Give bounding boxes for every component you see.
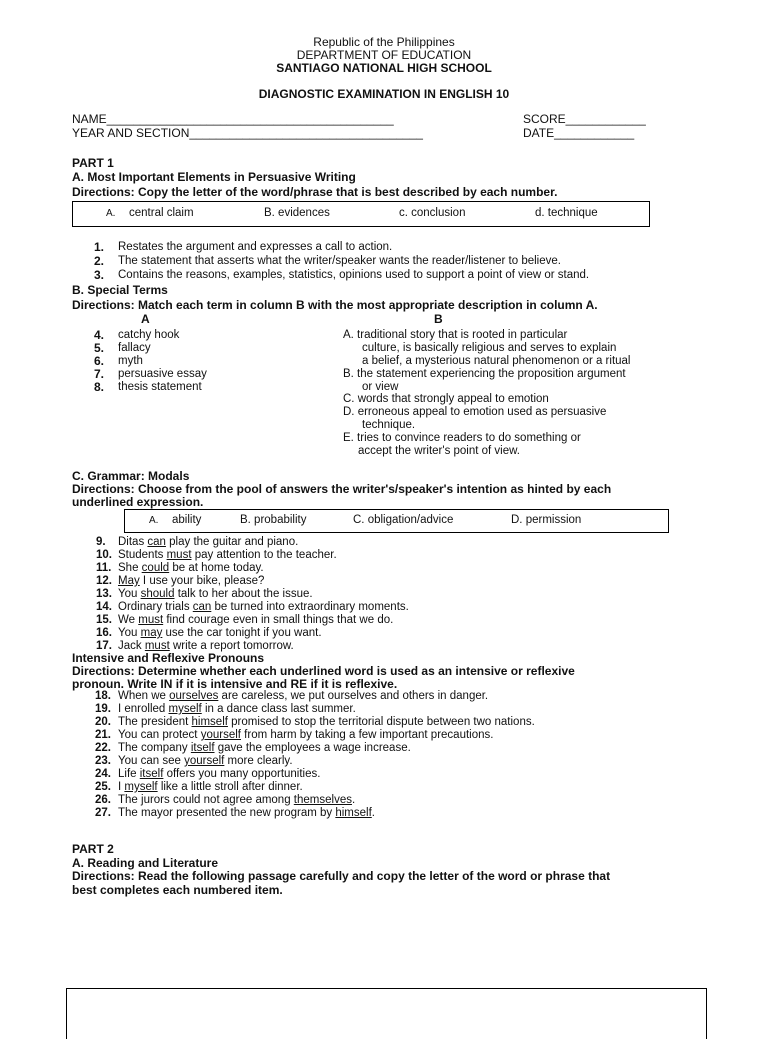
item-text: Jack: [118, 640, 145, 652]
item-text: pay attention to the teacher.: [191, 549, 337, 561]
choice-c: c. conclusion: [399, 207, 466, 219]
school-name: SANTIAGO NATIONAL HIGH SCHOOL: [276, 61, 492, 75]
item-text: Contains the reasons, examples, statistics, opinions used to support a point of view or stand.: [118, 269, 590, 281]
item-text: She: [118, 562, 142, 574]
term-text: thesis statement: [118, 381, 202, 393]
item-number: 13.: [96, 588, 112, 600]
underlined-word: yourself: [200, 729, 241, 741]
underlined-word: myself: [124, 781, 158, 793]
item-number: 23.: [95, 755, 111, 767]
description-line: D. erroneous appeal to emotion used as persuasive: [343, 406, 607, 418]
description-line: or view: [362, 381, 399, 393]
modal-item: [96, 588, 313, 601]
part1-secC-title: C. Grammar: Modals: [72, 469, 190, 483]
choice-a-letter: A.: [106, 208, 116, 219]
item-text: .: [351, 794, 356, 806]
item-text: from harm by taking a few important precautions.: [240, 729, 494, 741]
item-number: 8.: [94, 380, 105, 394]
description-line: accept the writer's point of view.: [358, 445, 520, 457]
item-text: Ditas: [118, 536, 148, 548]
date-field[interactable]: DATE____________: [523, 126, 635, 140]
choice-a-letter: A.: [149, 515, 159, 526]
underlined-word: itself: [190, 742, 215, 754]
item-text: gave the employees a wage increase.: [214, 742, 411, 754]
item-text: When we: [118, 690, 170, 702]
choice-b: B. evidences: [264, 207, 330, 219]
secC-choices-box: [124, 509, 669, 533]
description-line: E. tries to convince readers to do something or: [343, 432, 581, 444]
column-a-header: A: [141, 312, 150, 326]
item-number: 2.: [94, 254, 105, 268]
item-number: 26.: [95, 794, 111, 806]
item-number: 15.: [96, 614, 112, 626]
part2-title: PART 2: [72, 842, 114, 856]
description-line: culture, is basically religious and serves to explain: [362, 342, 617, 354]
description-line: technique.: [362, 419, 416, 431]
underlined-word: May: [118, 575, 140, 587]
item-text: The mayor presented the new program by: [118, 807, 336, 819]
item-text: promised to stop the territorial dispute between two nations.: [227, 716, 535, 728]
choice-d: D. permission: [511, 514, 582, 526]
description-line: A. traditional story that is rooted in particular: [343, 329, 568, 341]
part1-secB-directions: Directions: Match each term in column B with the most appropriate description in column A.: [72, 298, 598, 312]
item-text: The president: [118, 716, 192, 728]
description-line: C. words that strongly appeal to emotion: [343, 393, 549, 405]
item-text: The company: [118, 742, 191, 754]
underlined-word: ourselves: [169, 690, 219, 702]
modal-item: [96, 614, 393, 627]
column-b-header: B: [434, 312, 443, 326]
item-number: 1.: [94, 240, 105, 254]
item-text: be at home today.: [169, 562, 264, 574]
item-number: 20.: [95, 716, 111, 728]
term-text: catchy hook: [118, 329, 180, 341]
item-number: 6.: [94, 354, 105, 368]
modal-item: [96, 536, 298, 549]
pronouns-directions-2: pronoun. Write IN if it is intensive and RE if it is reflexive.: [72, 677, 398, 691]
underlined-word: can: [192, 601, 212, 613]
item-text: talk to her about the issue.: [174, 588, 313, 600]
item-number: 11.: [96, 562, 112, 574]
item-number: 3.: [94, 268, 105, 282]
part2-directions-1: Directions: Read the following passage carefully and copy the letter of the word or phrase that: [72, 869, 611, 883]
item-number: 18.: [95, 690, 111, 702]
item-text: .: [371, 807, 375, 819]
item-text: be turned into extraordinary moments.: [211, 601, 409, 613]
underlined-word: yourself: [184, 755, 225, 767]
part2-directions-2: best completes each numbered item.: [72, 883, 283, 897]
choice-c: C. obligation/advice: [353, 514, 454, 526]
item-text: Life: [118, 768, 140, 780]
part1-secB-title: B. Special Terms: [72, 283, 168, 297]
item-number: 25.: [95, 781, 111, 793]
part2-secA-title: A. Reading and Literature: [72, 856, 219, 870]
item-text: You can protect: [118, 729, 201, 741]
term-text: myth: [118, 355, 143, 367]
item-text: offers you many opportunities.: [163, 768, 321, 780]
item-number: 17.: [96, 640, 112, 652]
pronoun-item: [95, 690, 488, 703]
choice-d: d. technique: [535, 207, 598, 219]
score-field[interactable]: SCORE____________: [523, 112, 646, 126]
item-number: 12.: [96, 575, 112, 587]
underlined-word: should: [140, 588, 175, 600]
item-number: 5.: [94, 341, 105, 355]
item-number: 10.: [96, 549, 112, 561]
part1-secA-title: A. Most Important Elements in Persuasive Writing: [72, 170, 356, 184]
part1-secC-directions-2: underlined expression.: [72, 495, 204, 509]
choice-b: B. probability: [240, 514, 307, 526]
underlined-word: may: [140, 627, 163, 639]
item-text: We: [118, 614, 139, 626]
item-text: I: [118, 781, 125, 793]
pronouns-title: Intensive and Reflexive Pronouns: [72, 651, 265, 665]
pronoun-item: [95, 703, 356, 716]
underlined-word: can: [147, 536, 166, 548]
item-text: play the guitar and piano.: [165, 536, 299, 548]
pronoun-item: [95, 755, 293, 768]
pronoun-item: [95, 794, 355, 807]
underlined-word: itself: [139, 768, 164, 780]
description-line: a belief, a mysterious natural phenomenon or a ritual: [362, 355, 631, 367]
item-number: 27.: [95, 807, 111, 819]
item-number: 16.: [96, 627, 112, 639]
year-section-field[interactable]: YEAR AND SECTION___________________________________: [72, 126, 423, 140]
pronoun-item: [95, 729, 493, 742]
modal-item: [96, 575, 264, 588]
item-text: like a little stroll after dinner.: [157, 781, 303, 793]
pronoun-item: [95, 807, 375, 820]
item-text: The statement that asserts what the writer/speaker wants the reader/listener to believe.: [118, 255, 561, 267]
underlined-word: myself: [168, 703, 202, 715]
pronoun-item: [95, 742, 411, 755]
term-text: fallacy: [118, 342, 151, 354]
underlined-word: could: [141, 562, 170, 574]
modal-item: [96, 601, 409, 614]
item-text: use the car tonight if you want.: [162, 627, 322, 639]
underlined-word: himself: [335, 807, 372, 819]
choice-a: ability: [172, 514, 202, 526]
item-text: in a dance class last summer.: [201, 703, 356, 715]
pronoun-item: [95, 716, 535, 729]
item-text: write a report tomorrow.: [169, 640, 294, 652]
item-number: 14.: [96, 601, 112, 613]
pronouns-directions-1: Directions: Determine whether each underlined word is used as an intensive or reflexive: [72, 664, 575, 678]
modal-item: [96, 549, 337, 562]
item-text: Restates the argument and expresses a call to action.: [118, 241, 393, 253]
name-field[interactable]: NAME___________________________________________: [72, 112, 394, 126]
item-text: You: [118, 588, 141, 600]
item-number: 24.: [95, 768, 111, 780]
item-text: find courage even in small things that we do.: [163, 614, 394, 626]
underlined-word: must: [166, 549, 192, 561]
reading-passage-box: [66, 988, 707, 1039]
underlined-word: themselves: [293, 794, 352, 806]
description-line: B. the statement experiencing the proposition argument: [343, 368, 626, 380]
pronoun-item: [95, 781, 303, 794]
exam-title: DIAGNOSTIC EXAMINATION IN ENGLISH 10: [258, 87, 510, 101]
republic-line: Republic of the Philippines: [313, 35, 455, 49]
item-number: 22.: [95, 742, 111, 754]
item-number: 4.: [94, 328, 105, 342]
item-text: The jurors could not agree among: [118, 794, 294, 806]
choice-a: central claim: [129, 207, 194, 219]
part1-secC-directions-1: Directions: Choose from the pool of answers the writer's/speaker's intention as hinted by each: [72, 482, 612, 496]
part1-secA-directions: Directions: Copy the letter of the word/phrase that is best described by each number.: [72, 185, 558, 199]
department-line: DEPARTMENT OF EDUCATION: [296, 48, 472, 62]
part1-title: PART 1: [72, 156, 114, 170]
item-number: 19.: [95, 703, 111, 715]
underlined-word: himself: [191, 716, 228, 728]
pronoun-item: [95, 768, 320, 781]
item-text: You can see: [118, 755, 185, 767]
item-text: Ordinary trials: [118, 601, 193, 613]
item-text: Students: [118, 549, 167, 561]
underlined-word: must: [138, 614, 164, 626]
item-text: I use your bike, please?: [139, 575, 265, 587]
item-text: more clearly.: [224, 755, 293, 767]
underlined-word: must: [144, 640, 170, 652]
item-number: 9.: [96, 536, 106, 548]
modal-item: [96, 627, 322, 640]
item-number: 7.: [94, 367, 105, 381]
item-number: 21.: [95, 729, 111, 741]
modal-item: [96, 562, 264, 575]
item-text: I enrolled: [118, 703, 169, 715]
term-text: persuasive essay: [118, 368, 207, 380]
item-text: are careless, we put ourselves and others in danger.: [218, 690, 489, 702]
secA-choices-box: [72, 201, 650, 227]
item-text: You: [118, 627, 141, 639]
